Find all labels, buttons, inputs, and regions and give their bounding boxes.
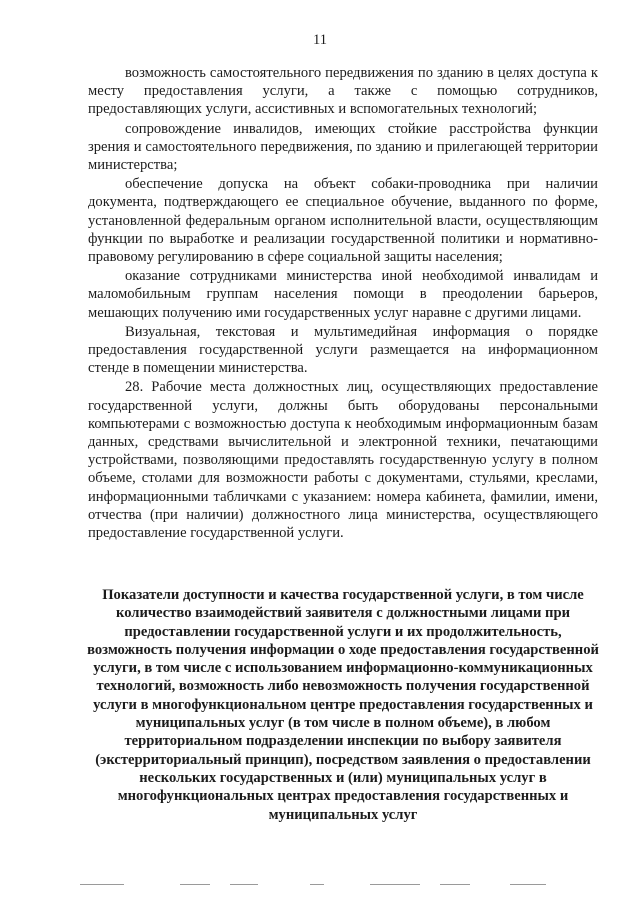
scan-mark: [370, 884, 420, 885]
scan-mark: [310, 884, 324, 885]
paragraph: оказание сотрудниками министерства иной необходимой инвалидам и маломобильным группам населения помощи в преодолении барьеров, мешающих получению ими государственных услуг наравне с другими лицами.: [88, 268, 598, 321]
scan-mark: [230, 884, 258, 885]
scan-mark: [510, 884, 546, 885]
paragraph: возможность самостоятельного передвижения по зданию в целях доступа к месту предоставления услуги, а также с помощью сотрудников, предоставляющих услуги, ассистивных и вспомогательных технологий;: [88, 65, 598, 118]
paragraph: 28. Рабочие места должностных лиц, осуществляющих предоставление государственной услуги, должны быть оборудованы персональными компьютерами с возможностью доступа к необходимым информационным базам данных, средствами вычислительной и электронной техники, печатающими устройствами, позволяющими предоставлять государственную услугу в полном объеме, столами для возможности работы с документами, стульями, креслами, информационными табличками с указанием: номера кабинета, фамилии, имени, отчества (при наличии) должностного лица министерства, осуществляющего предоставление государственной услуги.: [88, 379, 598, 542]
scan-mark: [440, 884, 470, 885]
paragraph: обеспечение допуска на объект собаки-проводника при наличии документа, подтверждающего ее специальное обучение, выданного по форме, установленной федеральным органом исполнительной власти, осуществляющим функции по выработке и реализации государственной политики и нормативно-правовому регулированию в сфере социальной защиты населения;: [88, 176, 598, 266]
section-heading: Показатели доступности и качества государственной услуги, в том числе количество взаимодействий заявителя с должностными лицами при предоставлении государственной услуги и их продолжительность, возможность получения информации о ходе предоставления государственной услуги, в том числе с использованием информационно-коммуникационных технологий, возможность либо невозможность получения государственной услуги в многофункциональном центре предоставления государственных и муниципальных услуг (в том числе в полном объеме), в любом территориальном подразделении инспекции по выбору заявителя (экстерриториальный принцип), посредством заявления о предоставлении нескольких государственных и (или) муниципальных услуг в многофункциональных центрах предоставления государственных и муниципальных услуг: [87, 587, 599, 823]
scan-mark: [80, 884, 124, 885]
document-body: [88, 64, 598, 543]
scan-mark: [180, 884, 210, 885]
scan-artifact-marks: [80, 884, 600, 886]
paragraph: сопровождение инвалидов, имеющих стойкие расстройства функции зрения и самостоятельного передвижения, по зданию и прилегающей территории министерства;: [88, 120, 598, 174]
page-number: 11: [313, 32, 327, 48]
paragraph: Визуальная, текстовая и мультимедийная информация о порядке предоставления государственной услуги размещается на информационном стенде в помещении министерства.: [88, 323, 598, 377]
